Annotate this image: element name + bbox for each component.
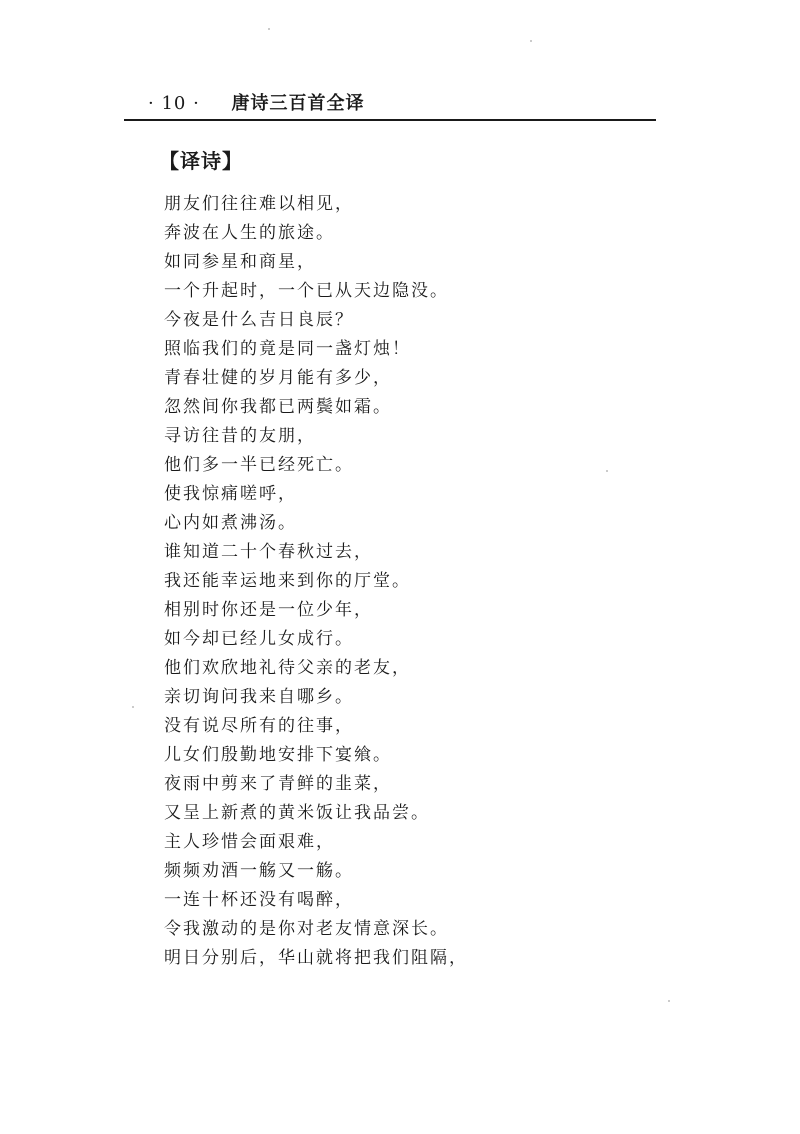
book-title: 唐诗三百首全译 [231, 93, 365, 114]
poem-line: 今夜是什么吉日良辰？ [164, 310, 354, 330]
poem-line: 夜雨中剪来了青鲜的韭菜， [164, 774, 392, 794]
poem-line: 如同参星和商星， [164, 252, 316, 272]
poem-line: 儿女们殷勤地安排下宴飨。 [164, 745, 392, 765]
poem-line: 忽然间你我都已两鬓如霜。 [164, 397, 392, 417]
poem-line: 令我激动的是你对老友情意深长。 [164, 919, 449, 939]
poem-line: 一连十杯还没有喝醉， [164, 890, 354, 910]
poem-line: 奔波在人生的旅途。 [164, 223, 335, 243]
poem-line: 主人珍惜会面艰难， [164, 832, 335, 852]
poem-translation [164, 190, 644, 973]
poem-line: 他们欢欣地礼待父亲的老友， [164, 658, 411, 678]
poem-line: 如今却已经儿女成行。 [164, 629, 354, 649]
scan-speck [530, 40, 532, 42]
poem-line: 一个升起时，一个已从天边隐没。 [164, 281, 449, 301]
poem-line: 相别时你还是一位少年， [164, 600, 373, 620]
poem-line: 我还能幸运地来到你的厅堂。 [164, 571, 411, 591]
poem-line: 朋友们往往难以相见， [164, 194, 354, 214]
poem-line: 他们多一半已经死亡。 [164, 455, 354, 475]
poem-line: 没有说尽所有的往事， [164, 716, 354, 736]
poem-line: 使我惊痛嗟呼， [164, 484, 297, 504]
section-heading: 【译诗】 [159, 149, 243, 173]
scan-speck [668, 1000, 670, 1002]
poem-line: 照临我们的竟是同一盏灯烛！ [164, 339, 411, 359]
poem-line: 亲切询问我来自哪乡。 [164, 687, 354, 707]
poem-line: 又呈上新煮的黄米饭让我品尝。 [164, 803, 430, 823]
running-header [148, 92, 365, 116]
poem-line: 寻访往昔的友朋， [164, 426, 316, 446]
poem-line: 明日分别后，华山就将把我们阻隔， [164, 948, 468, 968]
poem-line: 谁知道二十个春秋过去， [164, 542, 373, 562]
scan-speck [132, 706, 134, 708]
poem-line: 频频劝酒一觞又一觞。 [164, 861, 354, 881]
header-divider [124, 119, 656, 121]
page-number: · 10 · [148, 93, 200, 114]
poem-line: 心内如煮沸汤。 [164, 513, 297, 533]
scan-speck [606, 470, 608, 472]
scan-speck [268, 28, 270, 30]
poem-line: 青春壮健的岁月能有多少， [164, 368, 392, 388]
